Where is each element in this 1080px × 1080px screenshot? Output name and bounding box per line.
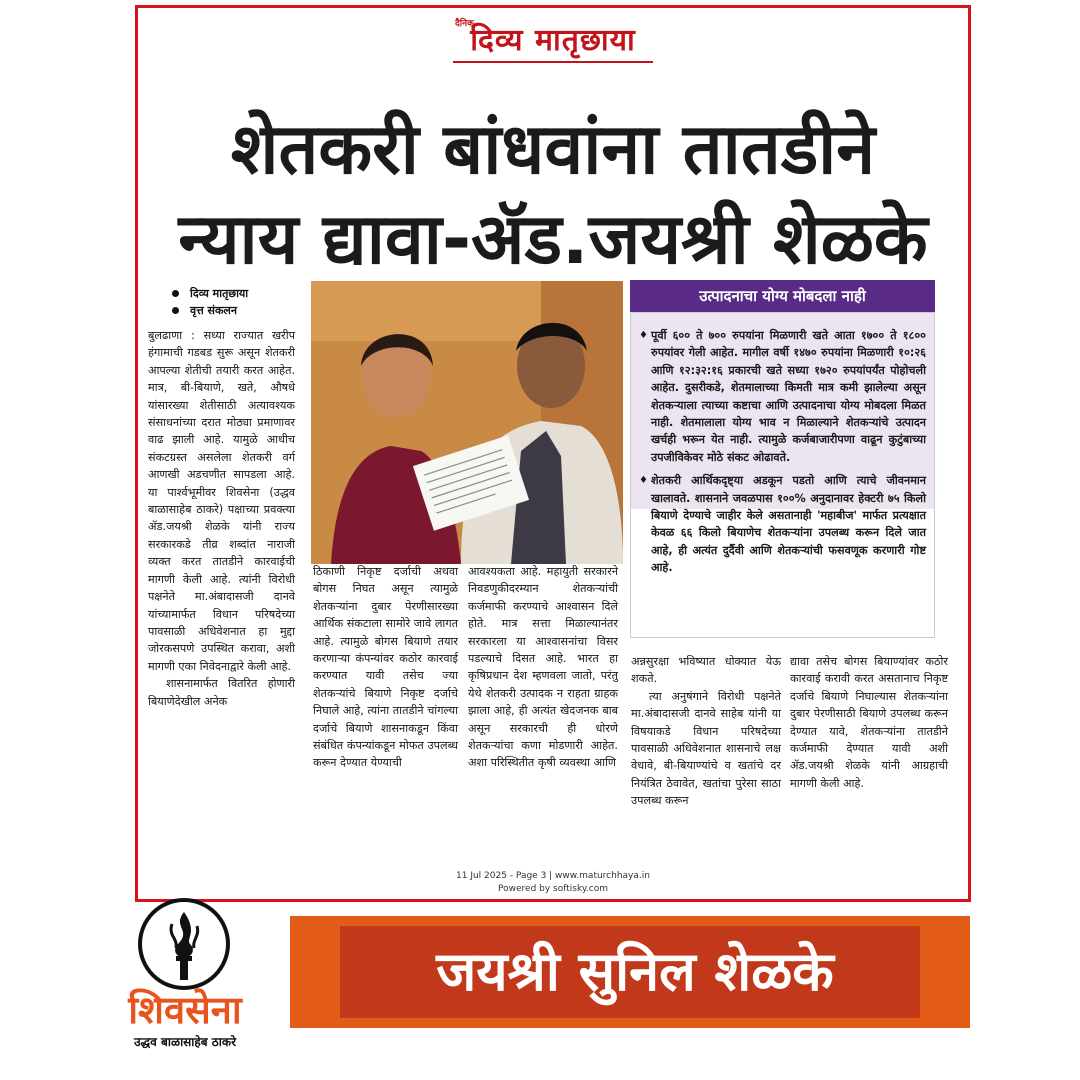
paragraph: बुलढाणा : सध्या राज्यात खरीप हंगामाची गडबड सुरू असून शेतकरी आपल्या शेतीची तयारी करत आहेत. मात्र, बी-बियाणे, खते, औषधे यांसारख्या शेतीसाठी अत्यावश्यक संसाधनांच्या दरात मोठ्या प्रमाणावर वाढ झाली आहे. यामुळे आधीच संकटग्रस्त असलेला शेतकरी वर्ग आणखी अडचणीत सापडला आहे. या पार्श्वभूमीवर शिवसेना (उद्धव बाळासाहेब ठाकरे) पक्षाच्या प्रवक्त्या ॲड.जयश्री शेळके यांनी राज्य सरकारकडे तीव्र शब्दांत नाराजी व्यक्त करत तातडीने कारवाईची मागणी केली आहे. त्यांनी विरोधी पक्षनेते मा.अंबादासजी दानवे यांच्यामार्फत विधान परिषदेच्या पावसाळी अधिवेशनात हा मुद्दा जोरकसपणे उपस्थित करावा, अशी मागणी एका निवेदनाद्वारे केली आहे.	[148, 329, 295, 673]
paragraph: ठिकाणी निकृष्ट दर्जाची अथवा बोगस निघत असून त्यामुळे शेतकऱ्यांना दुबार पेरणीसारख्या आर्थिक संकटाला सामोरे जावे लागत आहे. त्यामुळे बोगस बियाणे तयार करणाऱ्या कंपन्यांवर कठोर कारवाई करण्यात यावी तसेच ज्या शेतकऱ्यांचे बियाणे निकृष्ट दर्जाचे निघाले आहे, त्यांना तातडीने चांगल्या दर्जाचे बियाणे शासनाकडून किंवा संबंधित कंपन्यांकडून मोफत उपलब्ध करून देण्यात येण्याची	[313, 565, 458, 770]
headline-line-2: न्याय द्यावा-ॲड.जयश्री शेळके	[178, 198, 928, 280]
masthead-small-label: दैनिक	[455, 19, 475, 29]
clipping-footer	[138, 870, 968, 896]
torch-icon	[142, 902, 226, 986]
article-column-1	[148, 327, 295, 710]
article-column-4	[631, 653, 781, 810]
name-banner-text: जयश्री सुनिल शेळके	[436, 940, 834, 1003]
sidebar-box-item: ♦ शेतकरी आर्थिकदृष्ट्या अडकून पडतो आणि त्याचे जीवनमान खालावते. शासनाने जवळपास १००% अनुदानावर हेक्टरी ७५ किलो बियाणे देण्याचे जाहीर केले असतानाही 'महाबीज' मार्फत प्रत्यक्षात केवळ ६६ किलो बियाणेच शेतकऱ्यांना उपलब्ध करून दिले जात आहे, ही अत्यंत दुर्दैवी आणि शेतकऱ्यांची फसवणूक करणारी गोष्ट आहे.	[639, 472, 926, 576]
masthead-rule	[453, 61, 653, 63]
sidebar-box-item: ♦ पूर्वी ६०० ते ७०० रुपयांना मिळणारी खते आता १७०० ते १८०० रुपयांवर गेली आहेत. मागील वर्षी १४७० रुपयांना मिळणारी १०:२६ आणि १२:३२:१६ प्रकारची खते सध्या १७२० रुपयांपर्यंत पोहोचली आहेत. दुसरीकडे, शेतमालाच्या किमती मात्र कमी झालेल्या असून शेतकऱ्याला त्याच्या कष्टाचा आणि उत्पादनाचा योग्य मोबदला मिळत नाही. शेतमालाला योग्य भाव न मिळाल्याने शेतकऱ्यांचे उत्पादन खर्चही भरून येत नाही. त्यामुळे कर्जबाजारीपणा वाढून कुटुंबाच्या उपजीविकेवर मोठे संकट ओढावते.	[639, 327, 926, 466]
byline-list	[172, 285, 248, 319]
sidebar-box-body	[630, 312, 935, 638]
paragraph: त्या अनुषंगाने विरोधी पक्षनेते मा.अंबादासजी दानवे साहेब यांनी या विषयाकडे विधान परिषदेच्या पावसाळी अधिवेशनात शासनाचे लक्ष वेधावे, बी-बियाण्यांचे व खतांचे दर नियंत्रित ठेवावेत, खतांचा पुरेसा साठा उपलब्ध करून	[631, 689, 781, 808]
masthead	[138, 18, 968, 63]
article-column-5	[790, 653, 948, 792]
headline-line-1: शेतकरी बांधवांना तातडीने	[230, 108, 876, 190]
bullet-icon	[172, 290, 179, 297]
paragraph: अन्नसुरक्षा भविष्यात धोक्यात येऊ शकते.	[631, 655, 781, 686]
party-logo-subtitle: उद्धव बाळासाहेब ठाकरे	[133, 1035, 237, 1049]
sidebar-box	[630, 280, 935, 638]
footer-powered-by: Powered by softisky.com	[498, 884, 608, 894]
bullet-icon	[172, 307, 179, 314]
byline-item: वृत्त संकलन	[172, 302, 248, 319]
article-photo	[311, 281, 623, 564]
footer-page-info: 11 Jul 2025 - Page 3 | www.maturchhaya.in	[456, 871, 650, 881]
sidebar-box-title: उत्पादनाचा योग्य मोबदला नाही	[630, 280, 935, 312]
paragraph: शासनामार्फत वितरित होणारी बियाणेदेखील अनेक	[148, 677, 295, 708]
party-logo-name: शिवसेना	[128, 988, 242, 1032]
byline-item: दिव्य मातृछाया	[172, 285, 248, 302]
article-column-3	[468, 563, 618, 772]
newspaper-clipping	[135, 5, 971, 902]
article-column-2	[313, 563, 458, 772]
sidebar-box-text	[639, 327, 926, 583]
photo-illustration	[311, 281, 623, 564]
masthead-name: दिव्य मातृछाया	[470, 23, 636, 58]
torch-logo-icon	[138, 898, 230, 990]
paragraph: द्यावा तसेच बोगस बियाण्यांवर कठोर कारवाई करावी करत असतानाच निकृष्ट दर्जाचे बियाणे निघाल्यास शेतकऱ्यांना दुबार पेरणीसाठी बियाणे उपलब्ध करून देण्यात यावे, शेतकऱ्यांना तातडीने कर्जमाफी देण्यात यावी अशी ॲड.जयश्री शेळके यांनी आग्रहाची मागणी केली आहे.	[790, 655, 948, 790]
paragraph: आवश्यकता आहे. महायुती सरकारने निवडणुकीदरम्यान शेतकऱ्यांची कर्जमाफी करण्याचे आश्वासन दिले होते. मात्र सत्ता मिळाल्यानंतर सरकारला या आश्वासनांचा विसर पडल्याचे दिसत आहे. भारत हा कृषिप्रधान देश म्हणवला जातो, परंतु येथे शेतकरी उत्पादक न राहता ग्राहक झाला आहे, ही अत्यंत खेदजनक बाब असून सरकारची ही धोरणे शेतकऱ्यांचा कणा मोडणारी आहेत. अशा परिस्थितीत कृषी व्यवस्था आणि	[468, 565, 618, 770]
